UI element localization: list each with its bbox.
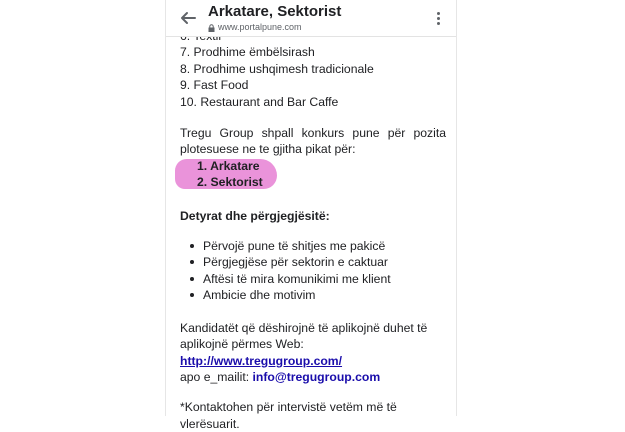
apply-text: apo e_mailit: — [180, 369, 250, 384]
list-item: Aftësi të mira komunikimi me klient — [180, 271, 446, 287]
duties-list — [180, 238, 446, 304]
list-item: Ambicie dhe motivim — [180, 287, 446, 303]
url-row — [208, 22, 418, 33]
list-item: Përvojë pune të shitjes me pakicë — [180, 238, 446, 254]
list-item: Përgjegjëse për sektorin e caktuar — [180, 254, 446, 270]
position-item: 2. Sektorist — [197, 175, 263, 190]
page-title: Arkatare, Sektorist — [208, 3, 342, 20]
positions-list — [180, 158, 446, 191]
apply-text: aplikojnë përmes Web: — [180, 337, 304, 352]
category-list — [180, 28, 446, 110]
apply-paragraph — [180, 320, 446, 386]
intro-paragraph: Tregu Group shpall konkurs pune për pozita plotesuese ne te gjitha pikat për: — [180, 126, 446, 157]
email-link[interactable]: info@tregugroup.com — [252, 369, 381, 384]
browser-viewport — [165, 0, 457, 431]
lock-icon — [208, 24, 215, 32]
website-link[interactable]: http://www.tregugroup.com/ — [180, 353, 343, 368]
article-content — [180, 28, 446, 432]
list-item: 7. Prodhime ëmbëlsirash — [180, 45, 315, 60]
position-item: 1. Arkatare — [197, 158, 260, 173]
app-bar — [166, 0, 456, 37]
duties-heading: Detyrat dhe përgjegjësitë: — [180, 208, 330, 223]
list-item: 9. Fast Food — [180, 78, 249, 93]
more-options-button[interactable] — [428, 8, 448, 28]
page-url: www.portalpune.com — [218, 22, 302, 32]
page-title-block — [208, 3, 418, 33]
list-item: 8. Prodhime ushqimesh tradicionale — [180, 61, 374, 76]
note-text: *Kontaktohen për intervistë vetëm më të vlerësuarit. — [180, 400, 397, 431]
apply-text: Kandidatët që dëshirojnë të aplikojnë duhet të — [180, 320, 428, 335]
back-button[interactable] — [178, 8, 198, 28]
arrow-left-icon — [180, 10, 196, 26]
more-vert-icon — [437, 12, 440, 15]
list-item: 10. Restaurant and Bar Caffe — [180, 94, 339, 109]
